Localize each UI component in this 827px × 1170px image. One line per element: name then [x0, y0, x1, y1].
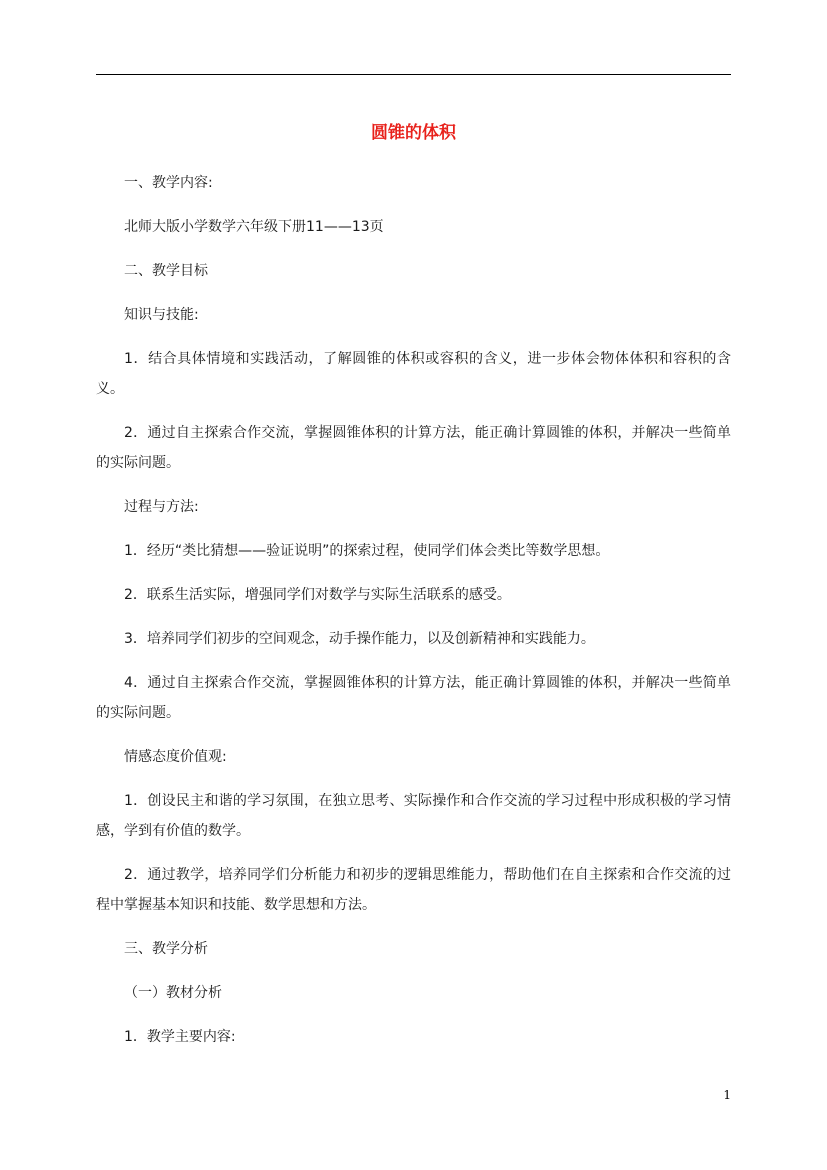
knowledge-item-1: 1．结合具体情境和实践活动，了解圆锥的体积或容积的含义，进一步体会物体体积和容积的含义。	[96, 351, 731, 397]
subheading-process-method: 过程与方法:	[124, 499, 199, 515]
section-heading-teaching-analysis: 三、教学分析	[124, 941, 208, 957]
section-heading-teaching-goals: 二、教学目标	[124, 263, 208, 279]
emotion-item-2: 2．通过教学，培养同学们分析能力和初步的逻辑思维能力，帮助他们在自主探索和合作交流的过程中掌握基本知识和技能、数学思想和方法。	[96, 867, 731, 913]
process-item-4: 4．通过自主探索合作交流，掌握圆锥体积的计算方法，能正确计算圆锥的体积，并解决一些简单的实际问题。	[96, 675, 731, 721]
subheading-textbook-analysis: （一）教材分析	[124, 985, 222, 1001]
subheading-emotion-values: 情感态度价值观:	[124, 749, 227, 765]
emotion-item-1: 1．创设民主和谐的学习氛围，在独立思考、实际操作和合作交流的学习过程中形成积极的学习情感，学到有价值的数学。	[96, 793, 731, 839]
main-content-heading: 1．教学主要内容:	[124, 1029, 236, 1045]
section-heading-teaching-content: 一、教学内容:	[124, 175, 213, 191]
process-item-2: 2．联系生活实际，增强同学们对数学与实际生活联系的感受。	[124, 587, 511, 603]
process-item-3: 3．培养同学们初步的空间观念，动手操作能力，以及创新精神和实践能力。	[124, 631, 595, 647]
page-title: 圆锥的体积	[371, 123, 456, 143]
knowledge-item-2: 2．通过自主探索合作交流，掌握圆锥体积的计算方法，能正确计算圆锥的体积，并解决一些简单的实际问题。	[96, 425, 731, 471]
subheading-knowledge-skills: 知识与技能:	[124, 307, 199, 323]
header-rule	[96, 74, 731, 75]
process-item-1: 1．经历“类比猜想——验证说明”的探索过程，使同学们体会类比等数学思想。	[124, 543, 610, 559]
document-body	[96, 168, 731, 1066]
textbook-reference: 北师大版小学数学六年级下册11——13页	[124, 219, 384, 235]
page-number: 1	[723, 1088, 731, 1102]
